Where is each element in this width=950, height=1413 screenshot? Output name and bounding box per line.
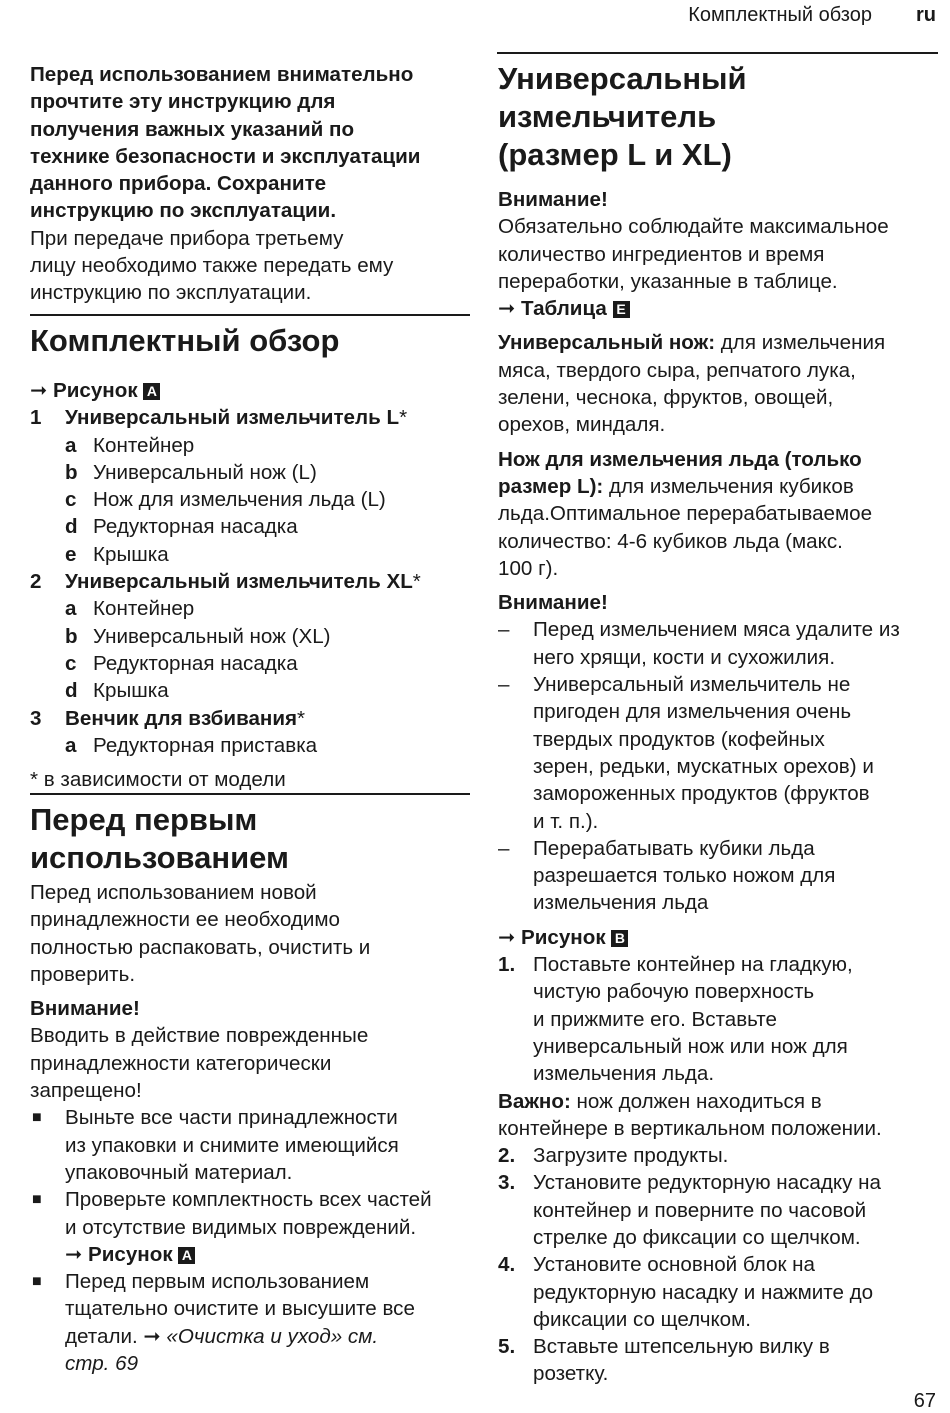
ice-knife-text: для измельчения кубиков bbox=[603, 474, 854, 498]
part-label: Универсальный измельчитель XL bbox=[65, 570, 413, 594]
attention-label: Внимание! bbox=[498, 188, 608, 211]
arrow-right-icon: ➞ bbox=[65, 1242, 83, 1266]
bullet-line: из упаковки и снимите имеющийся bbox=[65, 1133, 399, 1157]
dash-line: Перерабатывать кубики льда bbox=[533, 836, 815, 860]
part-subitem bbox=[30, 541, 470, 568]
steps-list bbox=[498, 1142, 938, 1388]
dash-line: него хрящи, кости и сухожилия. bbox=[533, 645, 836, 669]
part-subitem bbox=[30, 623, 470, 650]
intro-bold-line: технике безопасности и эксплуатации bbox=[30, 144, 421, 168]
figure-a-badge: A bbox=[143, 383, 160, 400]
subitem-letter: a bbox=[65, 433, 77, 457]
dash-line: разрешается только ножом для bbox=[533, 864, 836, 888]
header-rule bbox=[497, 52, 938, 54]
subitem-letter: d bbox=[65, 515, 78, 539]
step-number: 3. bbox=[498, 1171, 516, 1195]
part-item bbox=[30, 705, 470, 732]
table-ref-label: Таблица bbox=[521, 297, 607, 321]
step-item bbox=[498, 1333, 938, 1388]
figure-b-badge: B bbox=[611, 930, 628, 947]
step-line: Вставьте штепсельную вилку в bbox=[533, 1335, 830, 1359]
subitem-letter: e bbox=[65, 542, 77, 566]
header-section-title: Комплектный обзор bbox=[688, 4, 872, 26]
bullet-line: Проверьте комплектность всех частей bbox=[65, 1188, 432, 1212]
subitem-label: Крышка bbox=[93, 679, 169, 703]
subitem-letter: d bbox=[65, 679, 78, 703]
attention-label: Внимание! bbox=[498, 591, 608, 615]
running-header bbox=[688, 4, 936, 27]
important-note bbox=[498, 1088, 938, 1115]
important-note: контейнере в вертикальном положении. bbox=[498, 1116, 882, 1140]
part-subitem bbox=[30, 732, 470, 759]
step-number: 5. bbox=[498, 1335, 516, 1359]
table-e-ref bbox=[498, 295, 938, 322]
part-subitem bbox=[30, 595, 470, 622]
dash-line: Перед измельчением мяса удалите из bbox=[533, 618, 900, 642]
bullet-item bbox=[30, 1104, 470, 1186]
subitem-label: Универсальный нож (L) bbox=[93, 460, 317, 484]
attention-line: запрещено! bbox=[30, 1079, 142, 1103]
part-subitem bbox=[30, 459, 470, 486]
part-number: 1 bbox=[30, 406, 42, 430]
intro-bold-line: прочтите эту инструкцию для bbox=[30, 90, 336, 114]
knife-term: Универсальный нож: bbox=[498, 331, 716, 355]
ice-knife-line: льда.Оптимальное перерабатываемое bbox=[498, 502, 873, 526]
part-label: Универсальный измельчитель L bbox=[65, 406, 400, 430]
part-item bbox=[30, 568, 470, 595]
step-item bbox=[498, 1251, 938, 1333]
part-subitem bbox=[30, 432, 470, 459]
subitem-letter: c bbox=[65, 488, 77, 512]
part-number: 2 bbox=[30, 570, 42, 594]
knife-line: мяса, твердого сыра, репчатого лука, bbox=[498, 358, 856, 382]
step-number: 4. bbox=[498, 1253, 516, 1277]
footnote-star: * bbox=[297, 706, 306, 730]
step-line: измельчения льда. bbox=[533, 1062, 715, 1086]
subitem-letter: b bbox=[65, 460, 78, 484]
subitem-label: Редукторная насадка bbox=[93, 515, 298, 539]
first-use-section bbox=[30, 793, 470, 1377]
heading-line: Универсальный bbox=[498, 61, 747, 96]
subitem-label: Нож для измельчения льда (L) bbox=[93, 488, 386, 512]
knife-text: для измельчения bbox=[715, 331, 886, 355]
dash-item bbox=[498, 616, 938, 671]
subitem-label: Контейнер bbox=[93, 433, 195, 457]
subitem-label: Редукторная насадка bbox=[93, 651, 298, 675]
first-use-heading bbox=[30, 793, 470, 877]
bullet-line: Перед первым использованием bbox=[65, 1270, 370, 1294]
intro-line: При передаче прибора третьему bbox=[30, 226, 344, 250]
dash-line: и т. п.). bbox=[533, 809, 599, 833]
subitem-letter: b bbox=[65, 624, 78, 648]
bullet-item bbox=[30, 1268, 470, 1377]
part-subitem bbox=[30, 486, 470, 513]
bullet-line: тщательно очистите и высушите все bbox=[65, 1297, 415, 1321]
bullet-item bbox=[30, 1186, 470, 1268]
attention-line: Вводить в действие поврежденные bbox=[30, 1024, 369, 1048]
dash-line: зерен, редьки, мускатных орехов) и bbox=[533, 754, 874, 778]
page-number: 67 bbox=[913, 1390, 936, 1412]
dash-line: замороженных продуктов (фруктов bbox=[533, 782, 870, 806]
intro-bold-line: инструкцию по эксплуатации. bbox=[30, 199, 337, 223]
figure-ref-label: Рисунок bbox=[53, 379, 138, 402]
parts-list bbox=[30, 404, 470, 759]
knife-line: орехов, миндаля. bbox=[498, 413, 666, 437]
heading-line: измельчитель bbox=[498, 99, 717, 134]
knife-line: зелени, чеснока, фруктов, овощей, bbox=[498, 386, 834, 410]
step-line: редукторную насадку и нажмите до bbox=[533, 1280, 874, 1304]
square-bullet-icon: ■ bbox=[32, 1109, 42, 1127]
figure-a-ref-inline bbox=[65, 1243, 195, 1266]
subitem-label: Универсальный нож (XL) bbox=[93, 624, 331, 648]
dash-line: пригоден для измельчения очень bbox=[533, 700, 852, 724]
figure-a-ref bbox=[30, 377, 470, 404]
step-line: универсальный нож или нож для bbox=[533, 1034, 848, 1058]
bullet-line: и отсутствие видимых повреждений. bbox=[65, 1215, 417, 1239]
step-line: чистую рабочую поверхность bbox=[533, 980, 815, 1004]
intro-bold-line: Перед использованием внимательно bbox=[30, 63, 414, 86]
step-line: Загрузите продукты. bbox=[533, 1144, 729, 1168]
footnote-star: * bbox=[399, 406, 408, 430]
footnote: * в зависимости от модели bbox=[30, 768, 286, 792]
step-item bbox=[498, 1169, 938, 1251]
step-line: и прижмите его. Вставьте bbox=[533, 1007, 777, 1031]
step-number: 2. bbox=[498, 1144, 516, 1168]
intro-block bbox=[30, 61, 470, 307]
subitem-label: Крышка bbox=[93, 542, 169, 566]
subitem-label: Редукторная приставка bbox=[93, 733, 318, 757]
step-item bbox=[498, 1142, 938, 1169]
attention-line: Обязательно соблюдайте максимальное bbox=[498, 215, 889, 239]
heading-line: Перед первым bbox=[30, 802, 258, 837]
chopper-heading bbox=[498, 60, 938, 174]
part-subitem bbox=[30, 513, 470, 540]
step-line: стрелке до фиксации со щелчком. bbox=[533, 1225, 861, 1249]
arrow-right-icon: ➞ bbox=[498, 297, 516, 321]
knife-line bbox=[498, 329, 938, 356]
square-bullet-icon: ■ bbox=[32, 1191, 42, 1209]
first-use-line: полностью распаковать, очистить и bbox=[30, 935, 371, 959]
part-subitem bbox=[30, 650, 470, 677]
important-label: Важно: bbox=[498, 1089, 571, 1113]
steps-list bbox=[498, 951, 938, 1087]
dash-marker: – bbox=[498, 673, 510, 697]
arrow-right-icon: ➞ bbox=[143, 1324, 161, 1348]
subitem-letter: a bbox=[65, 597, 77, 621]
warning-dashes bbox=[498, 616, 938, 916]
chopper-section bbox=[498, 60, 938, 1388]
intro-line: лицу необходимо также передать ему bbox=[30, 254, 394, 278]
bullet-line: детали. bbox=[65, 1324, 138, 1348]
ice-knife-line: 100 г). bbox=[498, 556, 559, 580]
part-subitem bbox=[30, 677, 470, 704]
ice-knife-line: количество: 4-6 кубиков льда (макс. bbox=[498, 529, 843, 553]
part-number: 3 bbox=[30, 706, 42, 730]
attention-label: Внимание! bbox=[30, 997, 140, 1021]
table-e-badge: E bbox=[613, 301, 630, 318]
part-label: Венчик для взбивания bbox=[65, 706, 298, 730]
first-use-line: проверить. bbox=[30, 962, 136, 986]
intro-bold-line: получения важных указаний по bbox=[30, 117, 355, 141]
step-number: 1. bbox=[498, 953, 516, 977]
step-line: Установите редукторную насадку на bbox=[533, 1171, 881, 1195]
first-use-line: принадлежности ее необходимо bbox=[30, 908, 340, 932]
step-item bbox=[498, 951, 938, 1087]
subitem-letter: c bbox=[65, 651, 77, 675]
first-use-line: Перед использованием новой bbox=[30, 881, 317, 904]
ice-knife-line bbox=[498, 473, 938, 500]
important-text: нож должен находиться в bbox=[570, 1089, 822, 1113]
square-bullet-icon: ■ bbox=[32, 1273, 42, 1291]
subitem-label: Контейнер bbox=[93, 597, 195, 621]
step-line: контейнер и поверните по часовой bbox=[533, 1198, 867, 1222]
dash-line: измельчения льда bbox=[533, 891, 709, 915]
overview-section bbox=[30, 314, 470, 793]
ice-knife-term: Нож для измельчения льда (только bbox=[498, 447, 862, 471]
part-item bbox=[30, 404, 470, 431]
figure-b-ref bbox=[498, 924, 938, 951]
attention-line: количество ингредиентов и время bbox=[498, 242, 825, 266]
attention-line: переработки, указанные в таблице. bbox=[498, 269, 838, 293]
dash-item bbox=[498, 835, 938, 917]
arrow-right-icon: ➞ bbox=[30, 379, 48, 402]
arrow-right-icon: ➞ bbox=[498, 925, 516, 949]
intro-line: инструкцию по эксплуатации. bbox=[30, 281, 312, 305]
figure-ref-label: Рисунок bbox=[88, 1242, 173, 1266]
language-code: ru bbox=[916, 4, 936, 26]
dash-line: твердых продуктов (кофейных bbox=[533, 727, 825, 751]
step-line: Поставьте контейнер на гладкую, bbox=[533, 953, 853, 977]
dash-marker: – bbox=[498, 836, 510, 860]
footnote-star: * bbox=[412, 570, 421, 594]
step-line: розетку. bbox=[533, 1362, 609, 1386]
figure-ref-label: Рисунок bbox=[521, 925, 606, 949]
ice-knife-term: размер L): bbox=[498, 474, 604, 498]
dash-line: Универсальный измельчитель не bbox=[533, 673, 851, 697]
heading-line: использованием bbox=[30, 840, 289, 875]
overview-heading: Комплектный обзор bbox=[30, 314, 470, 360]
bullet-line: упаковочный материал. bbox=[65, 1160, 293, 1184]
first-use-bullets bbox=[30, 1104, 470, 1377]
bullet-line: Выньте все части принадлежности bbox=[65, 1106, 398, 1130]
attention-line: принадлежности категорически bbox=[30, 1051, 332, 1075]
dash-marker: – bbox=[498, 618, 510, 642]
step-line: фиксации со щелчком. bbox=[533, 1307, 752, 1331]
cleaning-cross-ref[interactable]: «Очистка и уход» см. bbox=[166, 1324, 379, 1348]
dash-item bbox=[498, 671, 938, 835]
step-line: Установите основной блок на bbox=[533, 1253, 815, 1277]
heading-line: (размер L и XL) bbox=[498, 137, 732, 172]
subitem-letter: a bbox=[65, 733, 77, 757]
intro-bold-line: данного прибора. Сохраните bbox=[30, 172, 327, 196]
figure-a-badge: A bbox=[178, 1247, 195, 1264]
cleaning-page-ref[interactable]: стр. 69 bbox=[65, 1352, 139, 1376]
